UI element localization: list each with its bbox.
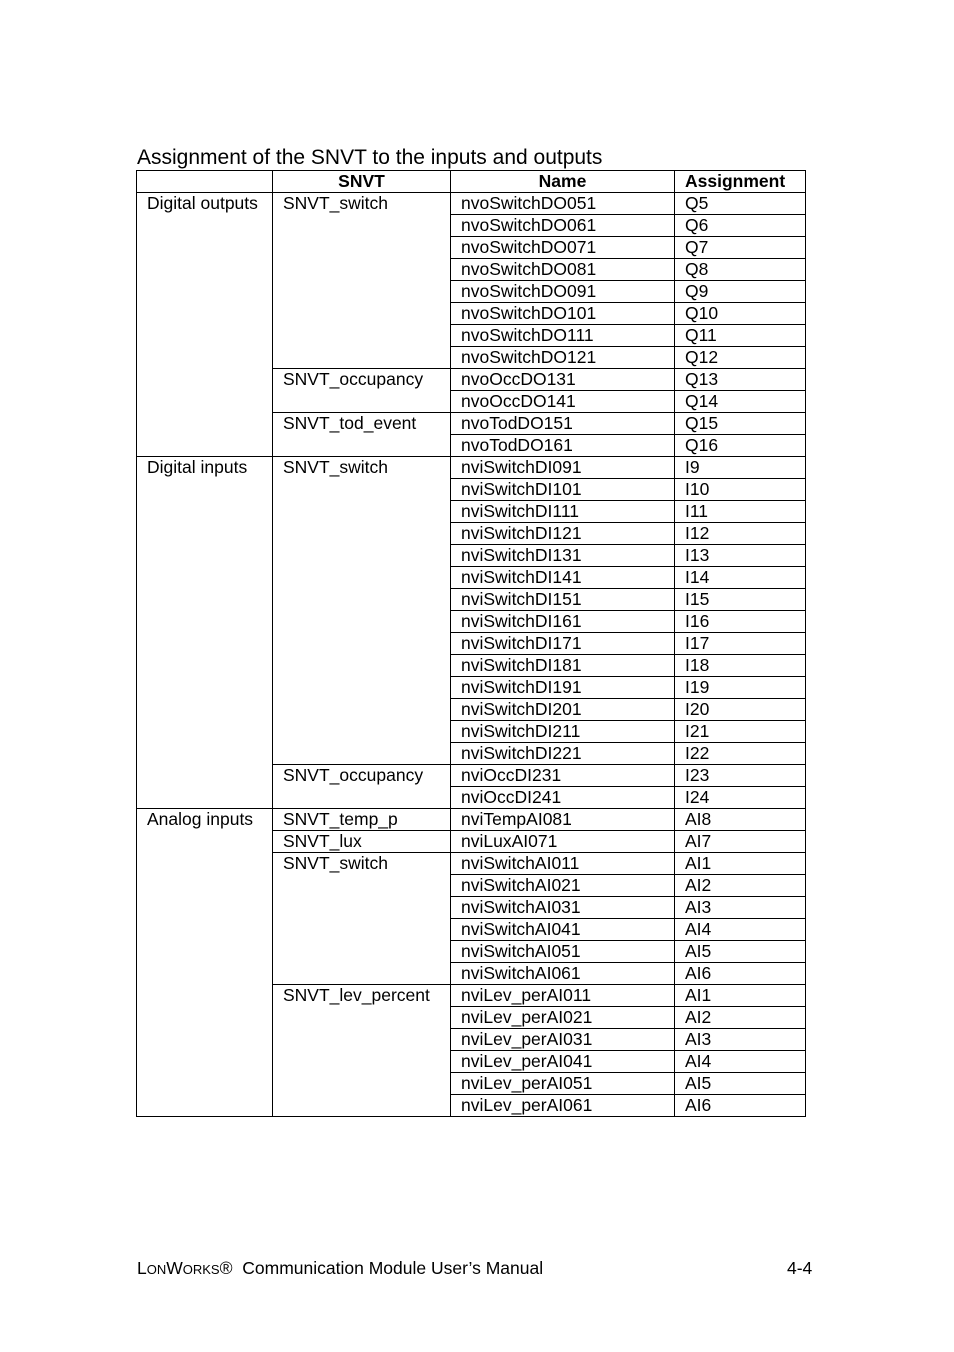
header-group [137,171,273,193]
assignment-cell: AI2 [675,875,806,897]
assignment-cell: AI3 [675,897,806,919]
variable-name-cell: nviSwitchDI091 [451,457,675,479]
variable-name-cell: nvoTodDO151 [451,413,675,435]
variable-name-cell: nvoSwitchDO101 [451,303,675,325]
variable-name-cell: nvoSwitchDO081 [451,259,675,281]
header-assignment: Assignment [675,171,806,193]
variable-name-cell: nvoOccDO131 [451,369,675,391]
variable-name-cell: nviLev_perAI051 [451,1073,675,1095]
assignment-cell: AI6 [675,963,806,985]
page-number: 4-4 [787,1258,813,1278]
assignment-cell: AI2 [675,1007,806,1029]
variable-name-cell: nviSwitchDI191 [451,677,675,699]
snvt-type-cell: SNVT_occupancy [273,369,451,413]
snvt-type-cell: SNVT_switch [273,193,451,369]
assignment-cell: I18 [675,655,806,677]
variable-name-cell: nviSwitchDI201 [451,699,675,721]
assignment-cell: Q10 [675,303,806,325]
variable-name-cell: nvoOccDO141 [451,391,675,413]
assignment-cell: Q5 [675,193,806,215]
variable-name-cell: nviLev_perAI061 [451,1095,675,1117]
assignment-cell: I22 [675,743,806,765]
assignment-cell: I10 [675,479,806,501]
assignment-cell: Q15 [675,413,806,435]
assignment-cell: AI5 [675,941,806,963]
variable-name-cell: nviOccDI241 [451,787,675,809]
assignment-cell: I14 [675,567,806,589]
assignment-cell: AI3 [675,1029,806,1051]
assignment-cell: I15 [675,589,806,611]
header-name: Name [451,171,675,193]
variable-name-cell: nviSwitchDI141 [451,567,675,589]
variable-name-cell: nviLev_perAI021 [451,1007,675,1029]
assignment-cell: I13 [675,545,806,567]
variable-name-cell: nviTempAI081 [451,809,675,831]
group-label: Digital outputs [137,193,273,457]
assignment-cell: Q13 [675,369,806,391]
assignment-cell: Q7 [675,237,806,259]
assignment-cell: AI6 [675,1095,806,1117]
variable-name-cell: nviSwitchDI211 [451,721,675,743]
assignment-cell: Q14 [675,391,806,413]
assignment-cell: Q6 [675,215,806,237]
snvt-type-cell: SNVT_lux [273,831,451,853]
page-title: Assignment of the SNVT to the inputs and outputs [137,146,603,169]
variable-name-cell: nviSwitchAI011 [451,853,675,875]
assignment-cell: I17 [675,633,806,655]
variable-name-cell: nvoSwitchDO071 [451,237,675,259]
footer-text: Communication Module User’s Manual [242,1258,544,1278]
footer-brand: LONWORKS® [137,1258,233,1278]
assignment-cell: I24 [675,787,806,809]
variable-name-cell: nviSwitchAI041 [451,919,675,941]
variable-name-cell: nviSwitchDI221 [451,743,675,765]
variable-name-cell: nvoSwitchDO061 [451,215,675,237]
assignment-cell: AI8 [675,809,806,831]
variable-name-cell: nvoSwitchDO121 [451,347,675,369]
table-body [137,193,806,1117]
assignment-cell: I21 [675,721,806,743]
header-snvt: SNVT [273,171,451,193]
assignment-cell: I9 [675,457,806,479]
assignment-cell: I12 [675,523,806,545]
snvt-type-cell: SNVT_switch [273,853,451,985]
variable-name-cell: nviSwitchDI101 [451,479,675,501]
variable-name-cell: nvoTodDO161 [451,435,675,457]
assignment-cell: Q16 [675,435,806,457]
footer-title [137,1257,543,1281]
assignment-cell: Q9 [675,281,806,303]
variable-name-cell: nviLev_perAI011 [451,985,675,1007]
assignment-cell: AI5 [675,1073,806,1095]
variable-name-cell: nvoSwitchDO111 [451,325,675,347]
assignment-cell: I19 [675,677,806,699]
assignment-cell: AI4 [675,919,806,941]
table-row [137,809,806,831]
variable-name-cell: nviLuxAI071 [451,831,675,853]
assignment-cell: I20 [675,699,806,721]
assignment-cell: AI7 [675,831,806,853]
variable-name-cell: nviSwitchDI161 [451,611,675,633]
assignment-cell: I23 [675,765,806,787]
assignment-cell: I16 [675,611,806,633]
assignment-cell: AI1 [675,985,806,1007]
assignment-cell: I11 [675,501,806,523]
assignment-cell: AI4 [675,1051,806,1073]
snvt-type-cell: SNVT_lev_percent [273,985,451,1117]
variable-name-cell: nviSwitchDI111 [451,501,675,523]
variable-name-cell: nvoSwitchDO051 [451,193,675,215]
variable-name-cell: nviSwitchDI121 [451,523,675,545]
variable-name-cell: nviLev_perAI031 [451,1029,675,1051]
snvt-assignment-table [136,170,806,1117]
variable-name-cell: nviSwitchDI181 [451,655,675,677]
group-label: Analog inputs [137,809,273,1117]
group-label: Digital inputs [137,457,273,809]
assignment-cell: Q12 [675,347,806,369]
assignment-cell: AI1 [675,853,806,875]
table-header-row [137,171,806,193]
snvt-type-cell: SNVT_tod_event [273,413,451,457]
variable-name-cell: nviOccDI231 [451,765,675,787]
snvt-type-cell: SNVT_switch [273,457,451,765]
variable-name-cell: nvoSwitchDO091 [451,281,675,303]
table-row [137,193,806,215]
variable-name-cell: nviLev_perAI041 [451,1051,675,1073]
variable-name-cell: nviSwitchAI061 [451,963,675,985]
variable-name-cell: nviSwitchAI051 [451,941,675,963]
snvt-type-cell: SNVT_temp_p [273,809,451,831]
snvt-type-cell: SNVT_occupancy [273,765,451,809]
variable-name-cell: nviSwitchDI171 [451,633,675,655]
assignment-cell: Q8 [675,259,806,281]
variable-name-cell: nviSwitchDI131 [451,545,675,567]
variable-name-cell: nviSwitchAI031 [451,897,675,919]
table-row [137,457,806,479]
variable-name-cell: nviSwitchDI151 [451,589,675,611]
variable-name-cell: nviSwitchAI021 [451,875,675,897]
assignment-cell: Q11 [675,325,806,347]
